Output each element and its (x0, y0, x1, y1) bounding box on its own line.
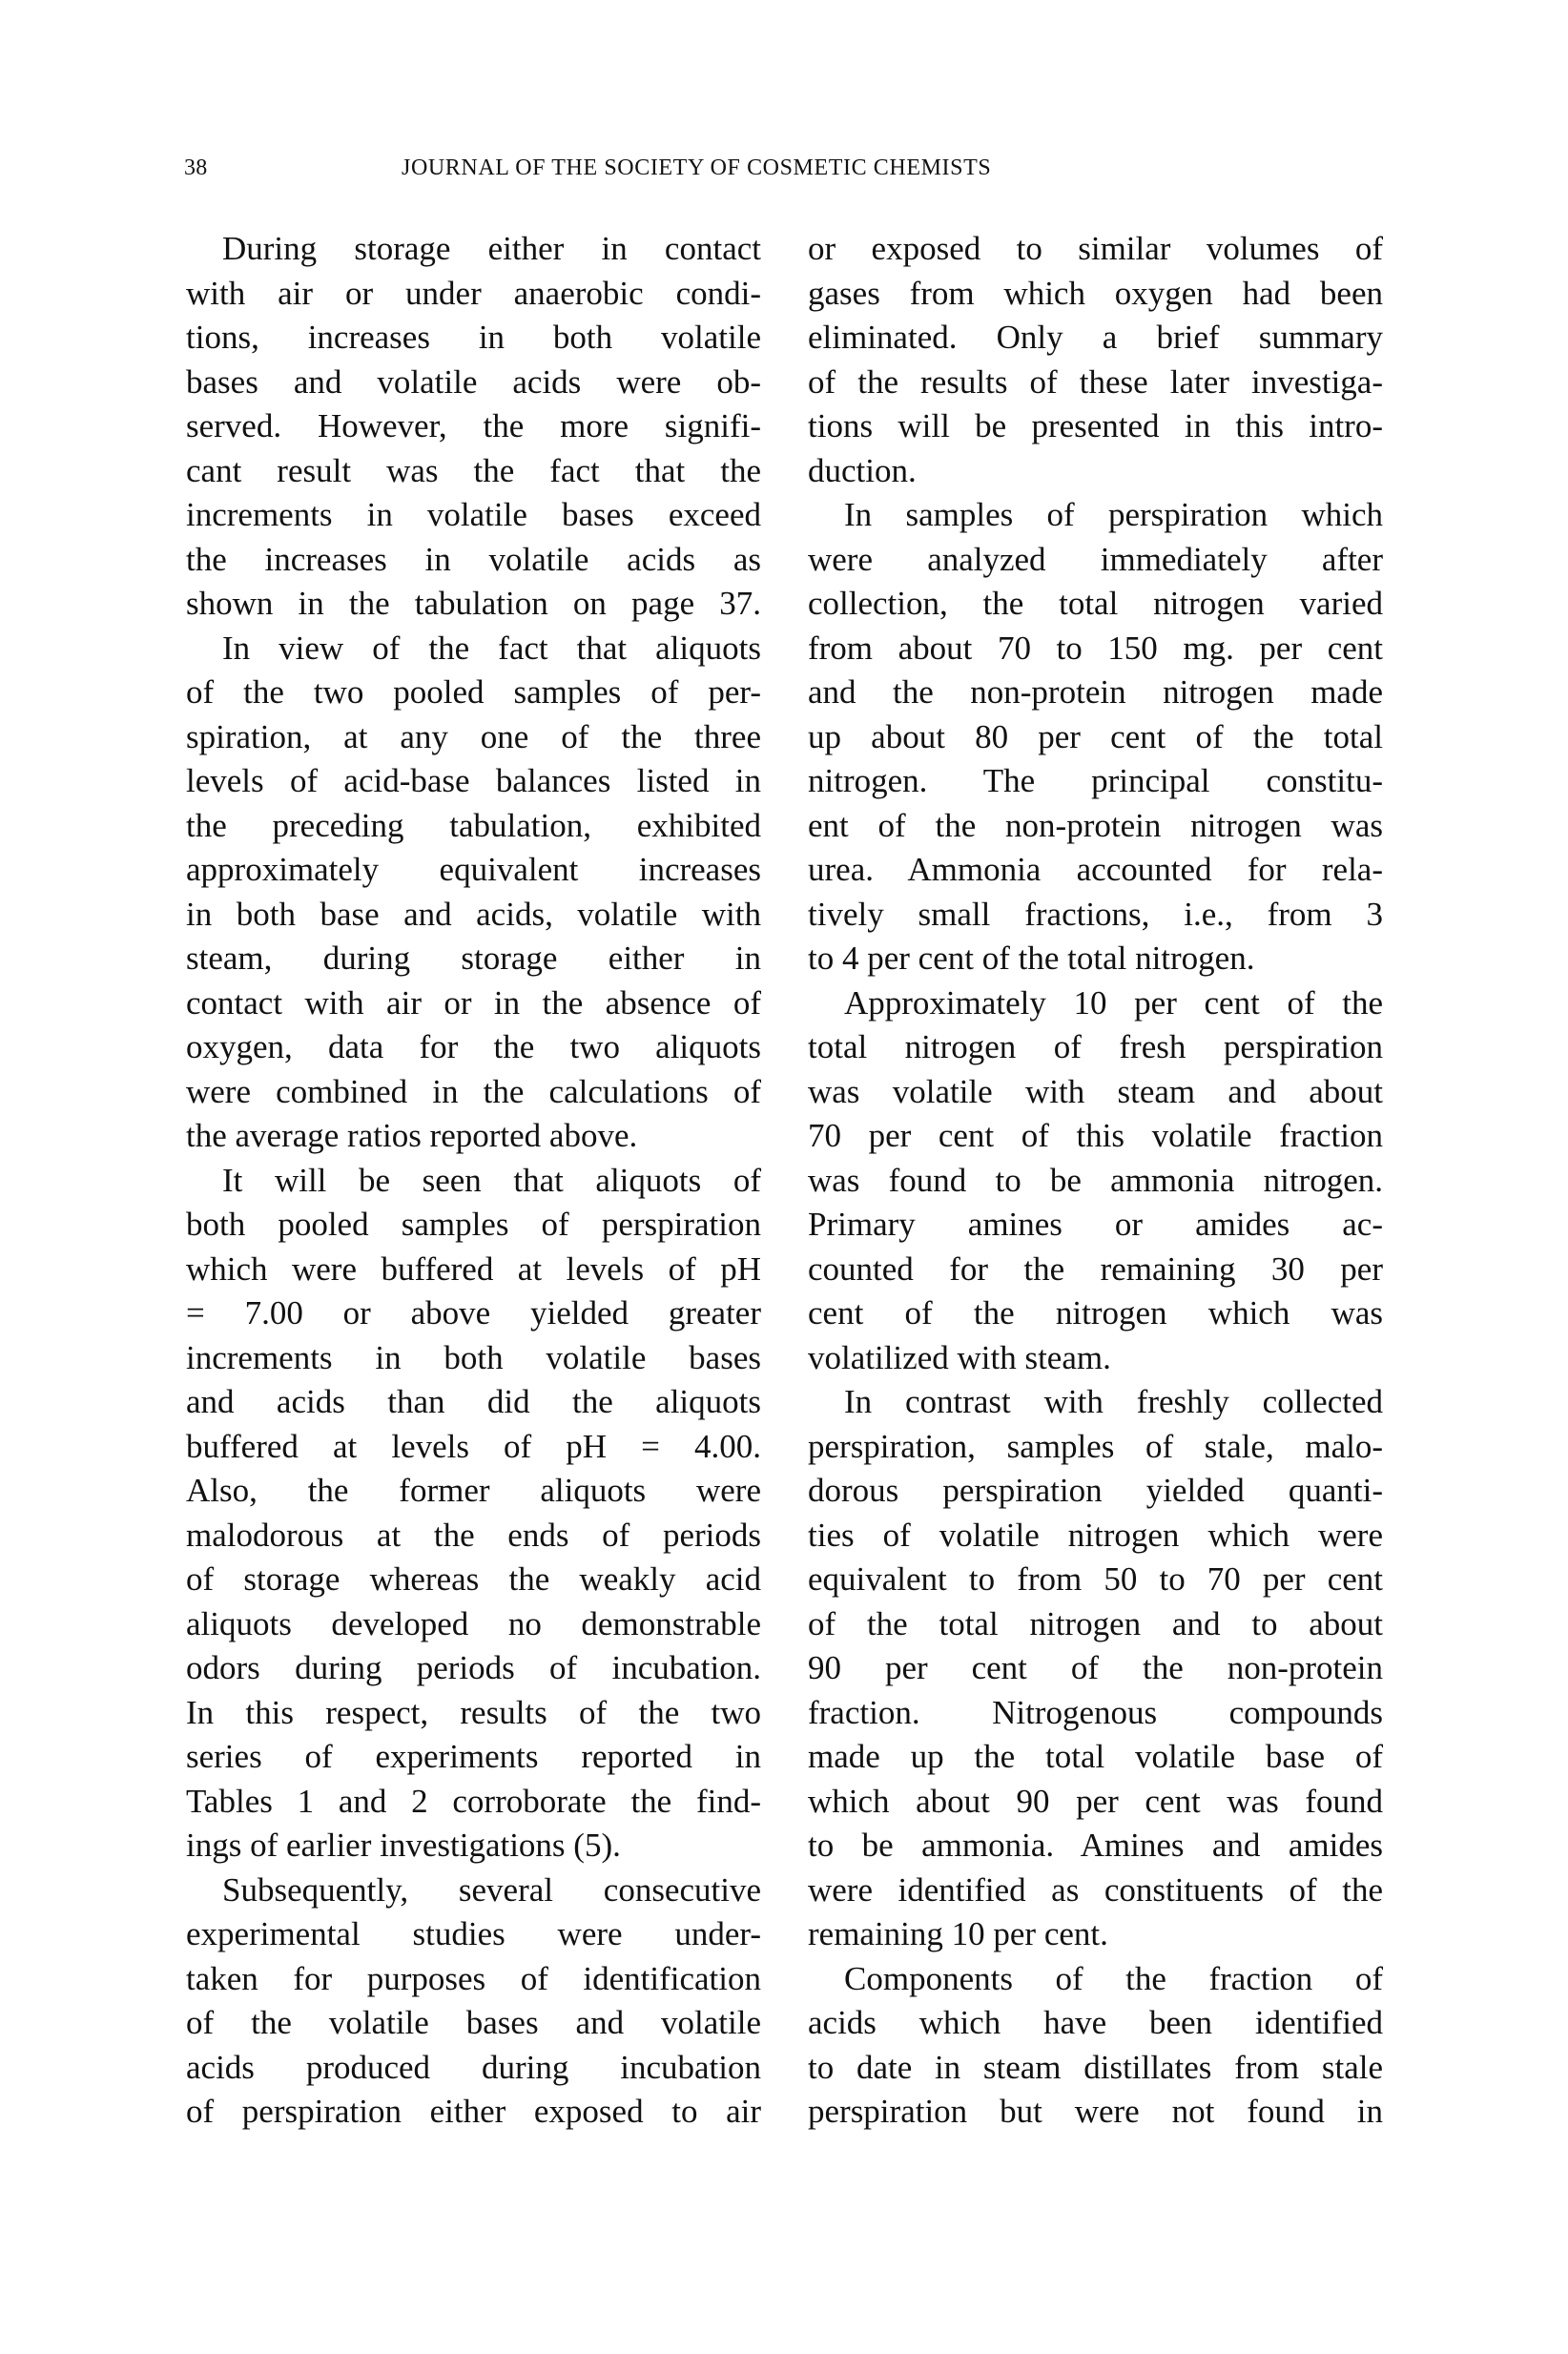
text-line: acids produced during incubation (186, 2048, 761, 2086)
text-line: Approximately 10 per cent of the (844, 983, 1383, 1022)
text-line: cent of the nitrogen which was (808, 1294, 1383, 1332)
text-line: from about 70 to 150 mg. per cent (808, 629, 1383, 667)
text-line: with air or under anaerobic condi- (186, 274, 761, 312)
text-line: made up the total volatile base of (808, 1738, 1383, 1775)
text-line: which were buffered at levels of pH (186, 1249, 761, 1288)
text-line: duction. (808, 451, 917, 489)
text-line: the average ratios reported above. (186, 1117, 638, 1154)
text-line: aliquots developed no demonstrable (186, 1604, 761, 1642)
text-line: eliminated. Only a brief summary (808, 319, 1383, 356)
text-line: In samples of perspiration which (844, 496, 1383, 533)
text-line: of the volatile bases and volatile (186, 2004, 761, 2041)
text-line: gases from which oxygen had been (808, 274, 1383, 312)
text-line: were combined in the calculations of (186, 1072, 761, 1110)
text-line: In view of the fact that aliquots (222, 629, 761, 667)
text-line: approximately equivalent increases (186, 851, 761, 888)
text-line: remaining 10 per cent. (808, 1915, 1108, 1952)
text-line: to be ammonia. Amines and amides (808, 1827, 1383, 1864)
text-line: increments in volatile bases exceed (186, 496, 761, 533)
paragraph (808, 493, 1383, 981)
text-line: and the non-protein nitrogen made (808, 673, 1383, 711)
text-line: the increases in volatile acids as (186, 540, 761, 578)
text-line: ings of earlier investigations (5). (186, 1827, 621, 1864)
paragraph (808, 227, 1383, 493)
text-line: Components of the fraction of (844, 1959, 1383, 1997)
text-line: In contrast with freshly collected (844, 1383, 1383, 1420)
text-line: in both base and acids, volatile with (186, 895, 761, 933)
text-line: fraction. Nitrogenous compounds (808, 1693, 1383, 1731)
text-line: In this respect, results of the two (186, 1693, 761, 1731)
text-line: Primary amines or amides ac- (808, 1206, 1383, 1243)
text-line: of the results of these later investiga- (808, 362, 1383, 401)
text-line: was found to be ammonia nitrogen. (808, 1161, 1383, 1199)
text-line: both pooled samples of perspiration (186, 1206, 761, 1243)
paragraph (808, 1957, 1383, 2135)
text-line: Also, the former aliquots were (186, 1472, 761, 1509)
paragraph (186, 627, 761, 1159)
text-line: to 4 per cent of the total nitrogen. (808, 940, 1255, 977)
journal-title: JOURNAL OF THE SOCIETY OF COSMETIC CHEMISTS (402, 155, 992, 180)
paragraph (808, 1380, 1383, 1957)
text-line: 90 per cent of the non-protein (808, 1649, 1383, 1686)
text-line: of the two pooled samples of per- (186, 673, 761, 711)
text-line: ent of the non-protein nitrogen was (808, 806, 1383, 844)
text-line: increments in both volatile bases (186, 1338, 761, 1376)
text-line: odors during periods of incubation. (186, 1649, 761, 1686)
text-line: nitrogen. The principal constitu- (808, 762, 1383, 799)
text-line: was volatile with steam and about (808, 1072, 1383, 1110)
paragraph (186, 1869, 761, 2135)
text-line: ties of volatile nitrogen which were (808, 1516, 1383, 1554)
text-line: bases and volatile acids were ob- (186, 362, 761, 401)
text-line: up about 80 per cent of the total (808, 717, 1383, 755)
text-line: Subsequently, several consecutive (222, 1870, 761, 1909)
paragraph (186, 1159, 761, 1869)
text-line: collection, the total nitrogen varied (808, 585, 1383, 622)
paragraph (186, 227, 761, 627)
text-line: oxygen, data for the two aliquots (186, 1028, 761, 1065)
text-line: contact with air or in the absence of (186, 983, 761, 1022)
text-line: perspiration but were not found in (808, 2093, 1383, 2130)
text-line: of perspiration either exposed to air (186, 2093, 761, 2130)
text-line: 70 per cent of this volatile fraction (808, 1117, 1383, 1154)
text-line: buffered at levels of pH = 4.00. (186, 1427, 761, 1465)
text-line: to date in steam distillates from stale (808, 2048, 1383, 2086)
text-line: experimental studies were under- (186, 1915, 761, 1952)
text-line: the preceding tabulation, exhibited (186, 806, 761, 844)
text-line: malodorous at the ends of periods (186, 1516, 761, 1554)
text-line: steam, during storage either in (186, 940, 761, 977)
text-line: tively small fractions, i.e., from 3 (808, 895, 1383, 933)
text-line: urea. Ammonia accounted for rela- (808, 851, 1383, 888)
text-line: spiration, at any one of the three (186, 717, 761, 755)
text-line: tions will be presented in this intro- (808, 407, 1383, 444)
text-line: perspiration, samples of stale, malo- (808, 1427, 1383, 1465)
page-number: 38 (184, 155, 208, 180)
text-line: tions, increases in both volatile (186, 319, 761, 356)
text-line: Tables 1 and 2 corroborate the find- (186, 1782, 761, 1820)
paragraph (808, 981, 1383, 1381)
running-head (184, 153, 1176, 183)
text-line: total nitrogen of fresh perspiration (808, 1028, 1383, 1065)
text-line: During storage either in contact (222, 230, 761, 267)
text-line: volatilized with steam. (808, 1338, 1111, 1376)
text-line: series of experiments reported in (186, 1738, 761, 1775)
text-line: counted for the remaining 30 per (808, 1249, 1383, 1288)
text-line: of the total nitrogen and to about (808, 1604, 1383, 1642)
left-column (186, 227, 761, 2135)
text-line: served. However, the more signifi- (186, 407, 761, 444)
text-line: were analyzed immediately after (808, 540, 1383, 578)
text-line: acids which have been identified (808, 2004, 1383, 2041)
text-line: and acids than did the aliquots (186, 1383, 761, 1420)
text-line: levels of acid-base balances listed in (186, 762, 761, 799)
text-line: shown in the tabulation on page 37. (186, 585, 761, 622)
text-line: cant result was the fact that the (186, 451, 761, 489)
text-line: were identified as constituents of the (808, 1870, 1383, 1909)
text-line: which about 90 per cent was found (808, 1782, 1383, 1820)
text-line: or exposed to similar volumes of (808, 230, 1383, 267)
text-line: It will be seen that aliquots of (222, 1161, 761, 1199)
text-line: = 7.00 or above yielded greater (186, 1294, 761, 1332)
right-column (808, 227, 1383, 2135)
text-line: dorous perspiration yielded quanti- (808, 1472, 1383, 1509)
text-line: of storage whereas the weakly acid (186, 1560, 761, 1598)
text-line: equivalent to from 50 to 70 per cent (808, 1560, 1383, 1598)
text-line: taken for purposes of identification (186, 1959, 761, 1997)
